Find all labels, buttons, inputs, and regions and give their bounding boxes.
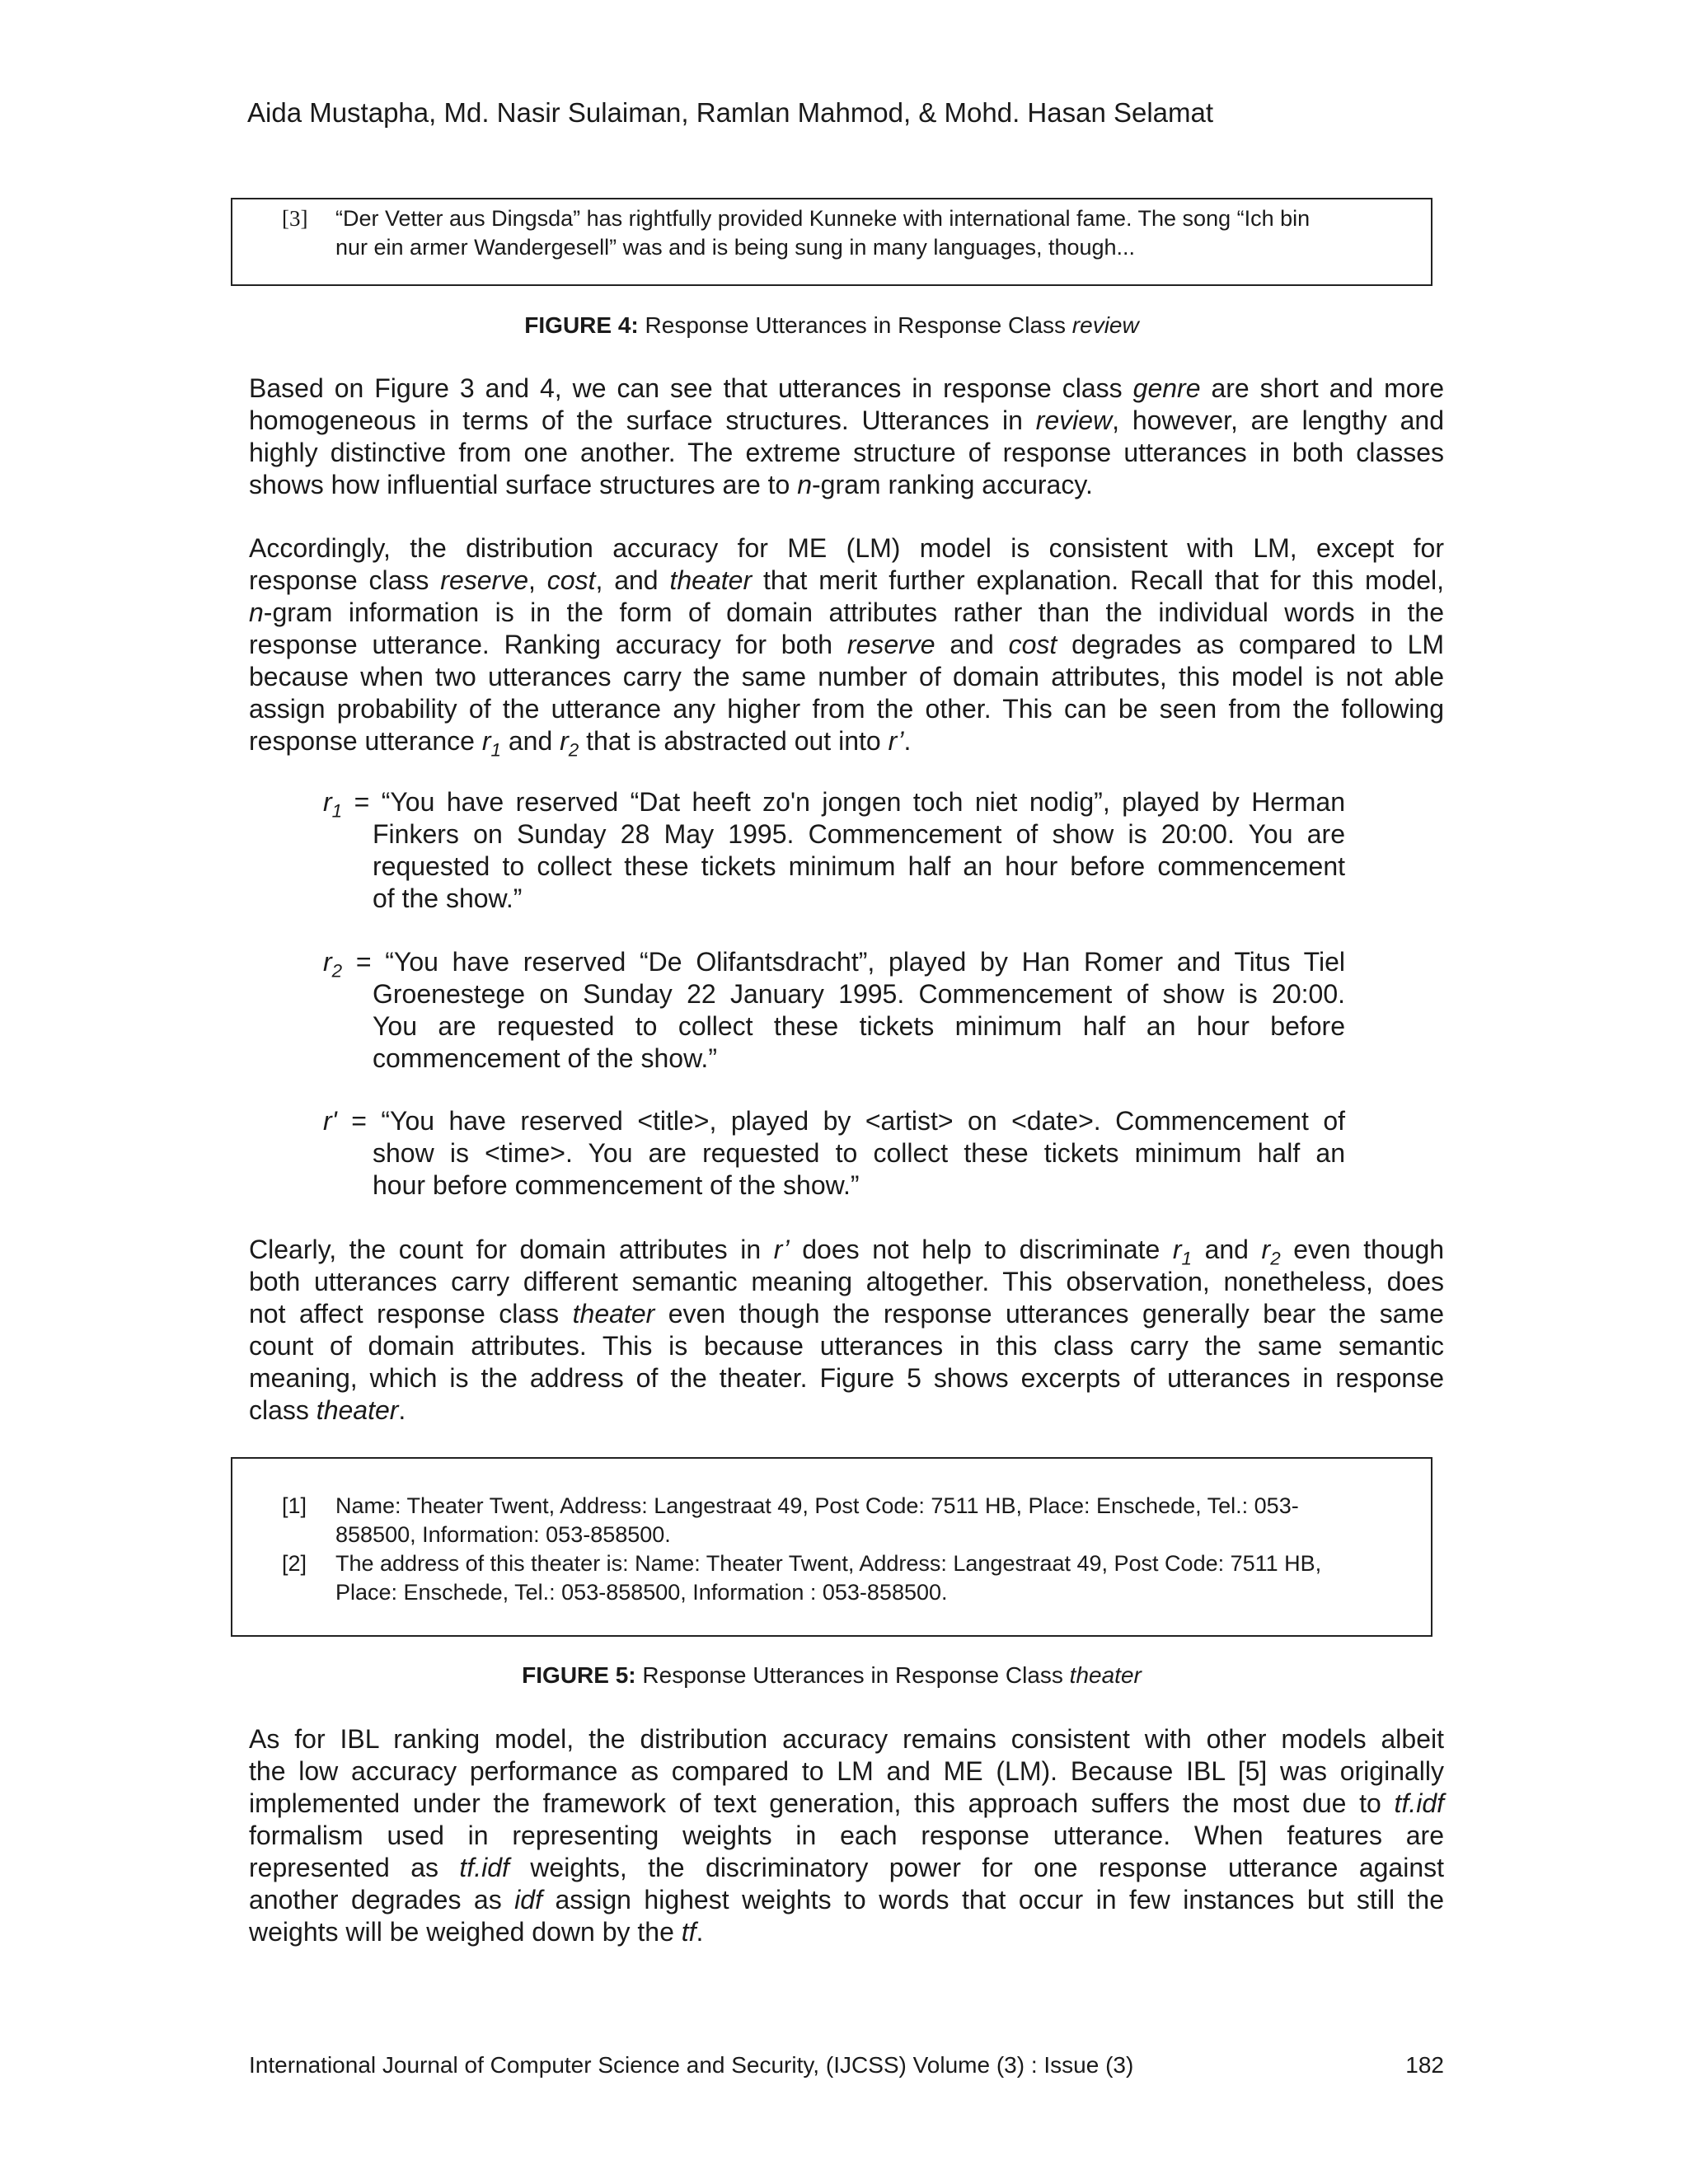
paragraph-1: [249, 373, 1444, 501]
running-header-authors: Aida Mustapha, Md. Nasir Sulaiman, Ramlan Mahmod, & Mohd. Hasan Selamat: [247, 97, 1214, 128]
text-line: both utterances carry different semantic meaning altogether. This observation, nonetheless, does: [249, 1267, 1444, 1296]
paragraph-4: [249, 1723, 1444, 1948]
text-line: response class reserve, cost, and theater that merit further explanation. Recall that for this model,: [249, 565, 1445, 595]
text-line: n-gram information is in the form of domain attributes rather than the individual words in the: [249, 598, 1444, 627]
text-line: highly distinctive from one another. The extreme structure of response utterances in both classes: [249, 438, 1444, 467]
text-line: the low accuracy performance as compared to LM and ME (LM). Because IBL [5] was originally: [249, 1756, 1444, 1786]
text-line: hour before commencement of the show.”: [373, 1170, 860, 1200]
text-line: class theater.: [249, 1395, 406, 1425]
figure-4-ref-3: [282, 204, 1414, 262]
text-line: requested to collect these tickets minimum half an hour before commencement: [373, 851, 1345, 881]
page-number: 182: [1405, 2052, 1444, 2078]
caption-text: Response Utterances in Response Class: [645, 312, 1067, 338]
text-line: shows how influential surface structures are to n-gram ranking accuracy.: [249, 470, 1093, 499]
caption-class-name: review: [1071, 312, 1139, 338]
ref-text-line: Name: Theater Twent, Address: Langestraat 49, Post Code: 7511 HB, Place: Enschede, Tel.: 053-: [335, 1493, 1299, 1518]
figure-5-box: [231, 1457, 1432, 1637]
caption-label: FIGURE 5:: [522, 1662, 636, 1688]
utterance-r2: [323, 946, 1345, 1075]
paragraph-3: [249, 1234, 1444, 1427]
page-footer: [249, 2052, 1444, 2079]
ref-number: [2]: [282, 1551, 307, 1576]
text-line: implemented under the framework of text generation, this approach suffers the most due to tf.idf: [249, 1788, 1445, 1818]
text-line: count of domain attributes. This is because utterances in this class carry the same semantic: [249, 1331, 1444, 1361]
journal-name: International Journal of Computer Science and Security, (IJCSS) Volume (3) : Issue (3): [249, 2052, 1134, 2078]
figure-5-caption: [231, 1662, 1432, 1689]
text-line: commencement of the show.”: [373, 1043, 717, 1073]
text-line: show is <time>. You are requested to collect these tickets minimum half an: [373, 1138, 1345, 1168]
text-line: Clearly, the count for domain attributes in r’ does not help to discriminate $r_1$ and $r_2$ even though: [249, 1235, 1445, 1269]
ref-text-line: 858500, Information: 053-858500.: [335, 1522, 671, 1547]
caption-label: FIGURE 4:: [524, 312, 639, 338]
text-line: $r_2$ = “You have reserved “De Olifantsdracht”, played by Han Romer and Titus Tiel: [323, 947, 1345, 982]
ref-text-line: “Der Vetter aus Dingsda” has rightfully provided Kunneke with international fame. The song “Ich bin: [335, 206, 1311, 231]
utterance-r-prime: [323, 1105, 1345, 1202]
text-line: r' = “You have reserved <title>, played by <artist> on <date>. Commencement of: [323, 1106, 1346, 1136]
ref-text-line: nur ein armer Wandergesell” was and is being sung in many languages, though...: [335, 235, 1136, 260]
text-line: of the show.”: [373, 883, 523, 913]
text-line: because when two utterances carry the same number of domain attributes, this model is not able: [249, 662, 1444, 691]
ref-number: [1]: [282, 1493, 307, 1518]
text-line: Based on Figure 3 and 4, we can see that utterances in response class genre are short and more: [249, 373, 1445, 403]
text-line: Groenestege on Sunday 22 January 1995. Commencement of show is 20:00.: [373, 979, 1345, 1009]
ref-text-line: The address of this theater is: Name: Theater Twent, Address: Langestraat 49, Post Code: 7511 HB,: [335, 1551, 1322, 1576]
text-line: represented as tf.idf weights, the discriminatory power for one response utterance against: [249, 1853, 1445, 1882]
text-line: not affect response class theater even though the response utterances generally bear the same: [249, 1299, 1445, 1329]
caption-text: Response Utterances in Response Class: [642, 1662, 1063, 1688]
utterance-r1: [323, 786, 1345, 915]
ref-text-line: Place: Enschede, Tel.: 053-858500, Information : 053-858500.: [335, 1580, 948, 1605]
text-line: formalism used in representing weights in each response utterance. When features are: [249, 1821, 1444, 1850]
text-line: meaning, which is the address of the theater. Figure 5 shows excerpts of utterances in response: [249, 1363, 1444, 1393]
text-line: $r_1$ = “You have reserved “Dat heeft zo'n jongen toch niet nodig”, played by Herman: [323, 787, 1346, 822]
text-line: response utterance $r_1$ and $r_2$ that is abstracted out into r’.: [249, 726, 912, 761]
ref-number: [3]: [282, 206, 308, 231]
figure-5-ref-1: [282, 1492, 1414, 1549]
figure-4-box: [231, 198, 1432, 286]
paragraph-2: [249, 532, 1445, 761]
text-line: You are requested to collect these tickets minimum half an hour before: [373, 1011, 1345, 1041]
text-line: assign probability of the utterance any higher from the other. This can be seen from the following: [249, 694, 1444, 724]
figure-4-caption: [231, 312, 1432, 339]
text-line: Accordingly, the distribution accuracy for ME (LM) model is consistent with LM, except for: [249, 533, 1444, 563]
text-line: response utterance. Ranking accuracy for both reserve and cost degrades as compared to LM: [249, 630, 1445, 659]
text-line: weights will be weighed down by the tf.: [249, 1917, 704, 1947]
text-line: homogeneous in terms of the surface structures. Utterances in review, however, are lengthy and: [249, 405, 1445, 435]
figure-5-ref-2: [282, 1549, 1414, 1607]
text-line: another degrades as idf assign highest weights to words that occur in few instances but still the: [249, 1885, 1444, 1915]
text-line: Finkers on Sunday 28 May 1995. Commencement of show is 20:00. You are: [373, 819, 1345, 849]
text-line: As for IBL ranking model, the distribution accuracy remains consistent with other models albeit: [249, 1724, 1444, 1754]
caption-class-name: theater: [1069, 1662, 1142, 1688]
